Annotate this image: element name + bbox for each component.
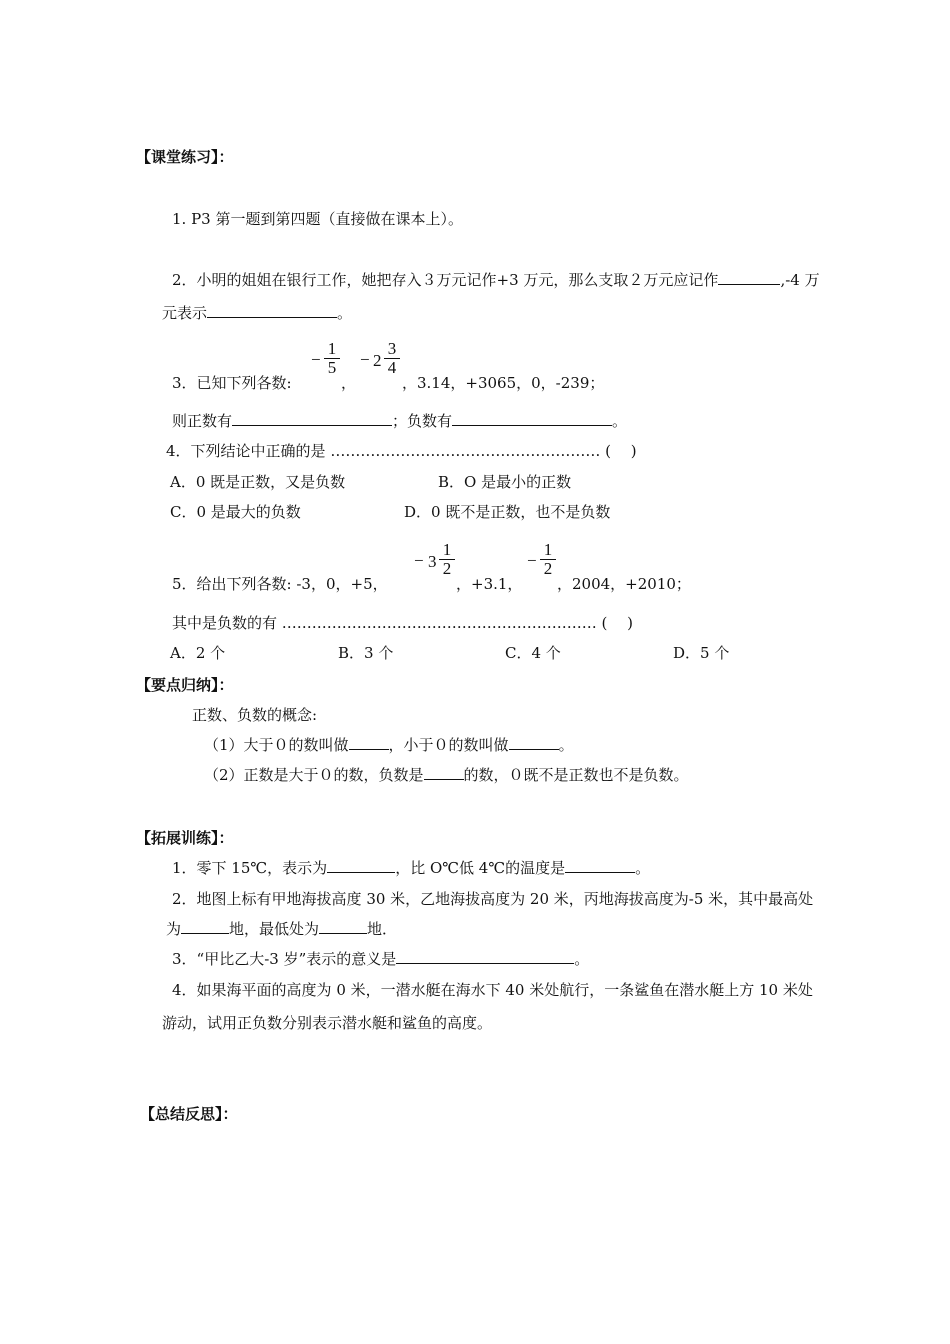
- classroom-q5-rest: ，2004，+2010；: [557, 575, 691, 593]
- fraction-numerator: 1: [442, 540, 452, 559]
- extension-q2-line1: 2．地图上标有甲地海拔高度 30 米，乙地海拔高度为 20 米，丙地海拔高度为-5 米，其中最高处: [172, 890, 814, 908]
- answer-blank[interactable]: [424, 765, 464, 780]
- answer-blank[interactable]: [509, 735, 559, 750]
- fraction-numerator: 1: [327, 339, 337, 358]
- point2-text-b: 的数，０既不是正数也不是负数。: [463, 766, 689, 784]
- fraction-minus-three-one-half: [439, 541, 455, 578]
- fraction-numerator: 1: [543, 540, 553, 559]
- extension-q4-line2: 游动，试用正负数分别表示潜水艇和鲨鱼的高度。: [162, 1014, 493, 1032]
- ext-q1-text-a: 1．零下 15℃，表示为: [172, 859, 328, 877]
- keypoints-point1: [204, 734, 574, 755]
- ext-q3-text-a: 3．“甲比乙大-3 岁”表示的意义是: [172, 950, 397, 968]
- q3-end: 。: [612, 412, 628, 430]
- classroom-q2-line2: [162, 302, 352, 323]
- q5-option-a: A．2 个: [170, 644, 226, 662]
- classroom-q2-line1: [172, 269, 820, 290]
- point1-text-b: ，小于０的数叫做: [388, 736, 509, 754]
- classroom-q2-text-b: ,-4 万: [780, 271, 820, 289]
- classroom-q2-line2-text: 元表示: [162, 304, 208, 322]
- extension-q3: [172, 948, 589, 969]
- fraction-sign: −: [527, 551, 537, 570]
- fraction-denominator: 4: [387, 358, 397, 377]
- q4-option-a: A．0 既是正数，又是负数: [170, 473, 346, 491]
- point1-text-c: 。: [558, 736, 574, 754]
- fraction-denominator: 2: [442, 559, 452, 578]
- ext-q2-text-b: 地，最低处为: [229, 920, 320, 938]
- answer-blank[interactable]: [718, 270, 780, 285]
- section-heading-classroom: 【课堂练习】：: [136, 148, 234, 166]
- fraction-whole: 2: [373, 351, 382, 370]
- q4-option-c: C．0 是最大的负数: [170, 503, 301, 521]
- classroom-q2-line2-end: 。: [337, 304, 353, 322]
- classroom-q4-stem: 4．下列结论中正确的是 ……………………………………………… ( ): [166, 442, 637, 460]
- classroom-q2-text-a: 2．小明的姐姐在银行工作，她把存入３万元记作+3 万元，那么支取２万元应记作: [172, 271, 719, 289]
- comma: ，: [341, 374, 357, 392]
- classroom-q5-prefix: 5．给出下列各数: -3，0，+5，: [172, 575, 388, 593]
- ext-q1-text-b: ，比 O℃低 4℃的温度是: [395, 859, 566, 877]
- extension-q2-line2: [166, 918, 397, 939]
- answer-blank[interactable]: [452, 411, 612, 426]
- classroom-q5-stem: 其中是负数的有 ……………………………………………………… ( ): [172, 614, 634, 632]
- extension-q1: [172, 857, 650, 878]
- fraction-whole: 3: [428, 552, 437, 571]
- answer-blank[interactable]: [319, 919, 367, 934]
- classroom-q5-mid: ，+3.1，: [456, 575, 523, 593]
- point1-text-a: （1）大于０的数叫做: [204, 736, 349, 754]
- classroom-q1: 1. P3 第一题到第四题（直接做在课本上）。: [172, 210, 463, 228]
- fraction-minus-one-half: [540, 541, 556, 578]
- answer-blank[interactable]: [207, 303, 337, 318]
- q5-option-c: C．4 个: [505, 644, 561, 662]
- q4-option-b: B．O 是最小的正数: [438, 473, 572, 491]
- classroom-q3-prefix: 3．已知下列各数:: [172, 374, 292, 392]
- answer-blank[interactable]: [327, 858, 395, 873]
- ext-q2-text-c: 地．: [367, 920, 398, 938]
- section-heading-summary: 【总结反思】：: [140, 1105, 238, 1123]
- answer-blank[interactable]: [349, 735, 389, 750]
- fraction-minus-one-fifth: [324, 340, 340, 377]
- answer-blank[interactable]: [232, 411, 392, 426]
- extension-q4-line1: 4．如果海平面的高度为 0 米，一潜水艇在海水下 40 米处航行，一条鲨鱼在潜水艇上方 10 米处: [172, 981, 813, 999]
- q5-option-d: D．5 个: [673, 644, 730, 662]
- fraction-sign: −: [414, 551, 424, 570]
- section-heading-extension: 【拓展训练】：: [136, 829, 234, 847]
- keypoints-point2: [204, 764, 689, 785]
- point2-text-a: （2）正数是大于０的数，负数是: [204, 766, 424, 784]
- fraction-minus-two-three-fourths: [384, 340, 400, 377]
- ext-q1-text-c: 。: [635, 859, 651, 877]
- classroom-q3-rest: ，3.14，+3065，0，-239；: [402, 374, 605, 392]
- answer-blank[interactable]: [181, 919, 229, 934]
- fraction-denominator: 5: [327, 358, 337, 377]
- ext-q3-text-b: 。: [574, 950, 590, 968]
- q3-positive-label: 则正数有: [172, 412, 233, 430]
- fraction-sign: −: [360, 350, 370, 369]
- q4-option-d: D．0 既不是正数，也不是负数: [404, 503, 611, 521]
- keypoints-intro: 正数、负数的概念:: [192, 706, 318, 724]
- answer-blank[interactable]: [565, 858, 635, 873]
- fraction-denominator: 2: [543, 559, 553, 578]
- classroom-q3-line2: [172, 410, 627, 431]
- q3-negative-label: ；负数有: [392, 412, 453, 430]
- ext-q2-text-a: 为: [166, 920, 182, 938]
- fraction-numerator: 3: [387, 339, 397, 358]
- fraction-sign: −: [311, 350, 321, 369]
- section-heading-keypoints: 【要点归纳】：: [136, 676, 234, 694]
- answer-blank[interactable]: [396, 949, 574, 964]
- q5-option-b: B．3 个: [338, 644, 394, 662]
